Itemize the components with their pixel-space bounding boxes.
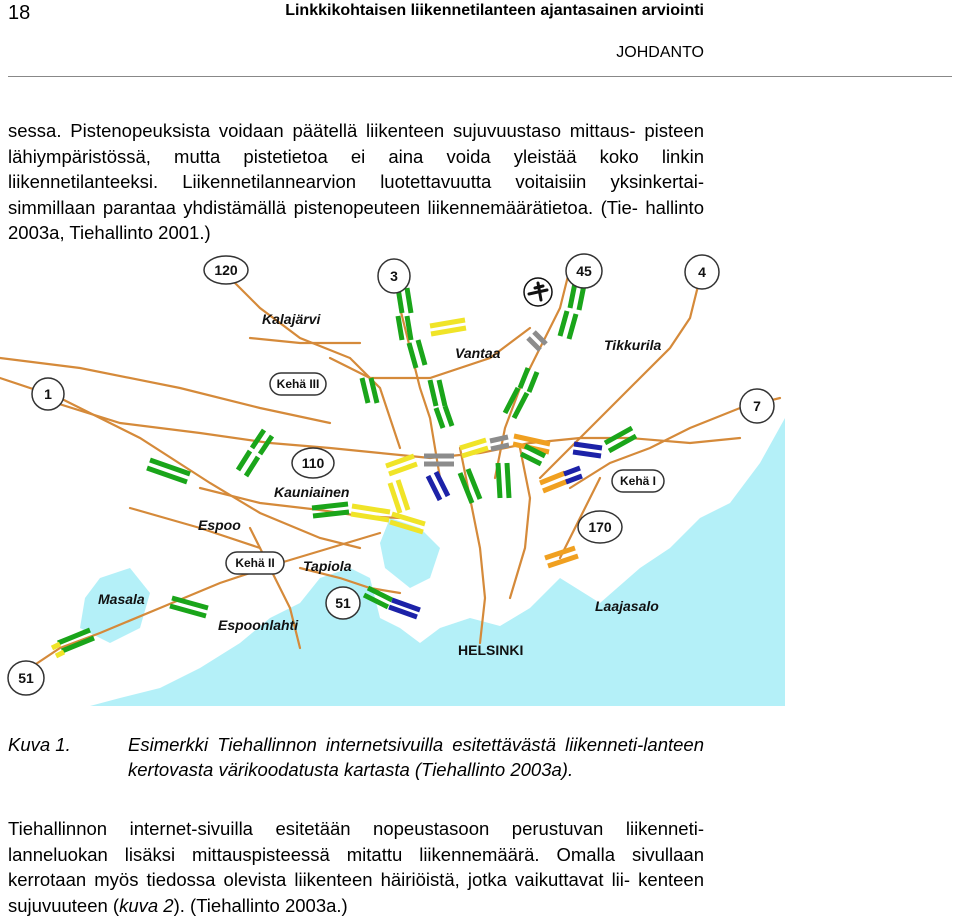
segment-slowing: [390, 480, 408, 513]
text-line: kerrotaan myös tiedossa olevista liikenteen häiriöistä, jotka vaikuttavat lii-: [8, 869, 631, 890]
traffic-map: [0, 248, 785, 706]
segment-free-flow: [409, 340, 425, 368]
text-line: liikennetilanteeksi. Liikennetilannearvion luotettavuutta voitaisiin yksinkertai-: [8, 171, 704, 192]
ring-road-label: Kehä I: [619, 474, 657, 488]
segment-congested: [428, 472, 448, 500]
header-rule: [8, 76, 952, 77]
place-name: Tikkurila: [604, 337, 662, 353]
segment-free-flow: [605, 428, 636, 451]
road-number: 45: [576, 263, 592, 279]
road-badge: [204, 256, 248, 284]
road-badge: [8, 661, 44, 695]
road-number: 51: [18, 670, 34, 686]
text-run: ). (Tiehallinto 2003a.): [173, 894, 348, 916]
running-title: Linkkikohtaisen liikennetilanteen ajantasainen arviointi: [285, 2, 704, 19]
segment-no-data: [490, 437, 509, 449]
page-number: 18: [8, 2, 31, 24]
place-name: HELSINKI: [458, 642, 524, 658]
segment-free-flow: [170, 598, 208, 616]
road-badge: [685, 255, 719, 289]
paragraph: [8, 118, 704, 246]
road-badge: [578, 511, 622, 543]
place-name: Espoonlahti: [218, 617, 299, 633]
road-number: 51: [335, 595, 351, 611]
caption-text: Esimerkki Tiehallinnon internetsivuilla esitettävästä liikenneti-lanteen kertovasta värikoodatusta kartasta (Tiehallinto 2003a).: [128, 734, 704, 780]
segment-free-flow: [560, 311, 576, 339]
figure-reference: kuva 2: [119, 894, 174, 916]
segment-free-flow: [460, 469, 480, 503]
place-name: Vantaa: [455, 345, 501, 361]
section-label: JOHDANTO: [616, 44, 704, 61]
road-badge: [740, 389, 774, 423]
caption-label: Kuva 1.: [8, 734, 71, 755]
road-badge: [326, 587, 360, 619]
segment-free-flow: [436, 406, 452, 428]
road-number: 120: [214, 262, 238, 278]
ring-road-badge: [226, 552, 284, 574]
road-number: 110: [301, 455, 325, 471]
text-line: sessa. Pistenopeuksista voidaan päätellä liikenteen sujuvuustaso mittaus-: [8, 120, 636, 141]
text-line: Tiehallinnon internet-sivuilla esitetään nopeustasoon perustuvan liikenneti-: [8, 818, 704, 839]
road-number: 3: [390, 268, 398, 284]
road-badge: [378, 259, 410, 293]
road-badge: [32, 378, 64, 410]
road-number: 7: [753, 398, 761, 414]
segment-slowing: [430, 320, 466, 334]
segment-slowing: [460, 440, 488, 456]
text-line: hallinto 2003a, Tiehallinto 2001.): [8, 196, 704, 243]
segment-free-flow: [498, 463, 509, 498]
segment-no-data: [424, 456, 454, 464]
road-number: 1: [44, 386, 52, 402]
segment-free-flow: [505, 388, 527, 418]
segment-slowing: [351, 506, 390, 520]
road-number: 4: [698, 264, 706, 280]
segment-free-flow: [147, 460, 190, 482]
ring-road-label: Kehä III: [276, 377, 320, 391]
segment-no-data: [528, 332, 546, 350]
segment-slow: [540, 473, 568, 491]
segment-free-flow: [520, 368, 537, 392]
text-line: lanneluokan lisäksi mittauspisteessä mitattu liikennemäärä. Omalla sivullaan: [8, 843, 704, 865]
ring-road-badge: [270, 373, 326, 395]
place-name: Kalajärvi: [262, 311, 321, 327]
ring-road-badge: [612, 470, 664, 492]
airport-icon: [524, 278, 552, 306]
segment-congested: [573, 444, 602, 456]
segment-free-flow: [58, 630, 94, 651]
segment-congested: [564, 468, 582, 482]
place-name: Tapiola: [303, 558, 352, 574]
segment-congested: [389, 600, 420, 617]
paragraph: [8, 816, 704, 918]
segment-slowing: [386, 456, 417, 474]
place-name: Laajasalo: [595, 598, 659, 614]
road-number: 170: [588, 519, 612, 535]
place-name: Masala: [98, 591, 145, 607]
ring-road-label: Kehä II: [235, 556, 275, 570]
text-line: simmillaan parantaa yhdistämällä pistenopeuteen liikennemäärätietoa. (Tie-: [8, 196, 638, 218]
text-run: kenteen sujuvuuteen (: [8, 869, 704, 916]
road-badge: [292, 448, 334, 478]
road-badge: [566, 254, 602, 288]
place-name: Kauniainen: [274, 484, 350, 500]
segment-free-flow: [430, 380, 445, 406]
place-name: Espoo: [198, 517, 241, 533]
text-line: pisteen lähiympäristössä, mutta pistetietoa ei aina voida yleistää koko linkin: [8, 120, 704, 167]
segment-free-flow: [238, 451, 258, 476]
